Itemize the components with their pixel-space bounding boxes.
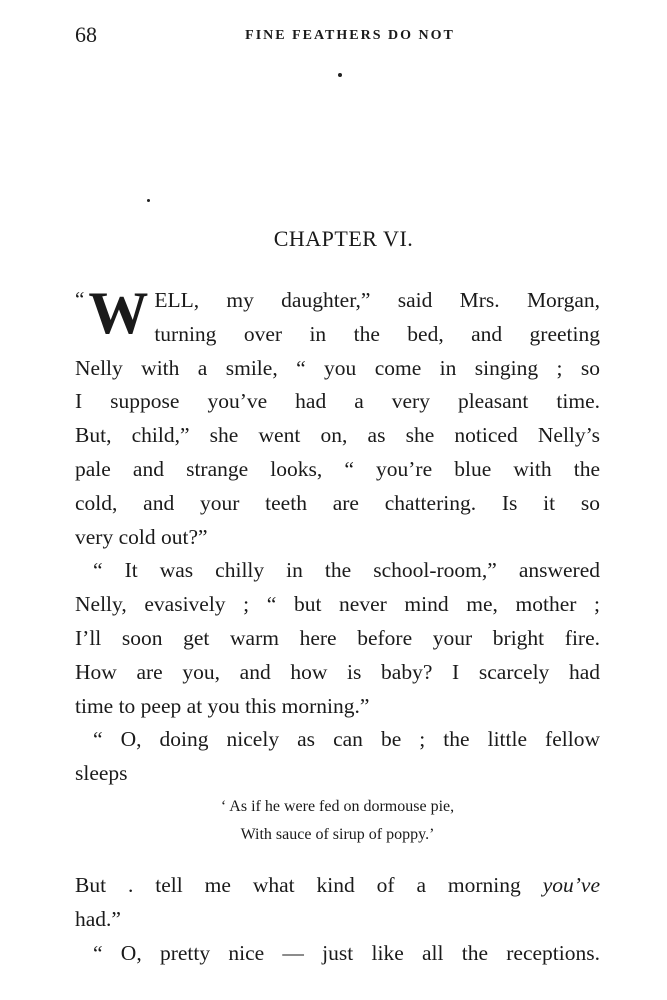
paragraph-5 — [75, 937, 600, 971]
verse-quotation — [75, 791, 600, 869]
text-line: turning over in the bed, and greeting — [154, 321, 600, 346]
text-line — [75, 869, 600, 903]
running-head: FINE FEATHERS DO NOT — [245, 28, 455, 43]
paragraph-2 — [75, 554, 600, 723]
verse-line: With sauce of sirup of poppy.’ — [240, 825, 435, 843]
text-line: time to peep at you this morning.” — [75, 693, 370, 718]
body-text — [75, 280, 601, 970]
paragraph-4 — [75, 869, 600, 937]
ink-speck — [147, 199, 150, 202]
text-line: How are you, and how is baby? I scarcely had — [75, 659, 600, 684]
paragraph-1 — [75, 280, 600, 554]
text-line: “ It was chilly in the school-room,” answered — [93, 558, 600, 583]
text-line: “ O, pretty nice — just like all the receptions. — [93, 940, 600, 965]
text-segment: But . tell me what kind of a morning — [75, 872, 521, 897]
page-header — [75, 22, 605, 48]
page-number: 68 — [75, 22, 97, 47]
drop-cap-letter: W — [88, 280, 149, 346]
text-line: very cold out?” — [75, 524, 208, 549]
text-line: had.” — [75, 906, 121, 931]
italic-word: you’ve — [542, 872, 601, 897]
text-line: cold, and your teeth are chattering. Is it so — [75, 490, 600, 515]
paragraph-3 — [75, 723, 600, 791]
text-line: Nelly, evasively ; “ but never mind me, mother ; — [75, 592, 600, 617]
verse-line: ‘ As if he were fed on dormouse pie, — [220, 797, 455, 815]
text-line: ELL, my daughter,” said Mrs. Morgan, — [154, 288, 600, 312]
chapter-title: CHAPTER VI. — [273, 226, 414, 251]
text-line: Nelly with a smile, “ you come in singing ; so — [75, 355, 600, 380]
opening-quote: “ — [75, 287, 85, 311]
drop-cap-block — [75, 280, 149, 350]
text-line: I’ll soon get warm here before your bright fire. — [75, 625, 600, 650]
text-line: But, child,” she went on, as she noticed Nelly’s — [75, 423, 600, 448]
text-line: “ O, doing nicely as can be ; the little fellow — [93, 727, 600, 752]
text-line: pale and strange looks, “ you’re blue with the — [75, 456, 600, 481]
text-line: sleeps — [75, 761, 128, 786]
ink-speck — [338, 73, 342, 77]
text-line: I suppose you’ve had a very pleasant time. — [75, 389, 600, 414]
